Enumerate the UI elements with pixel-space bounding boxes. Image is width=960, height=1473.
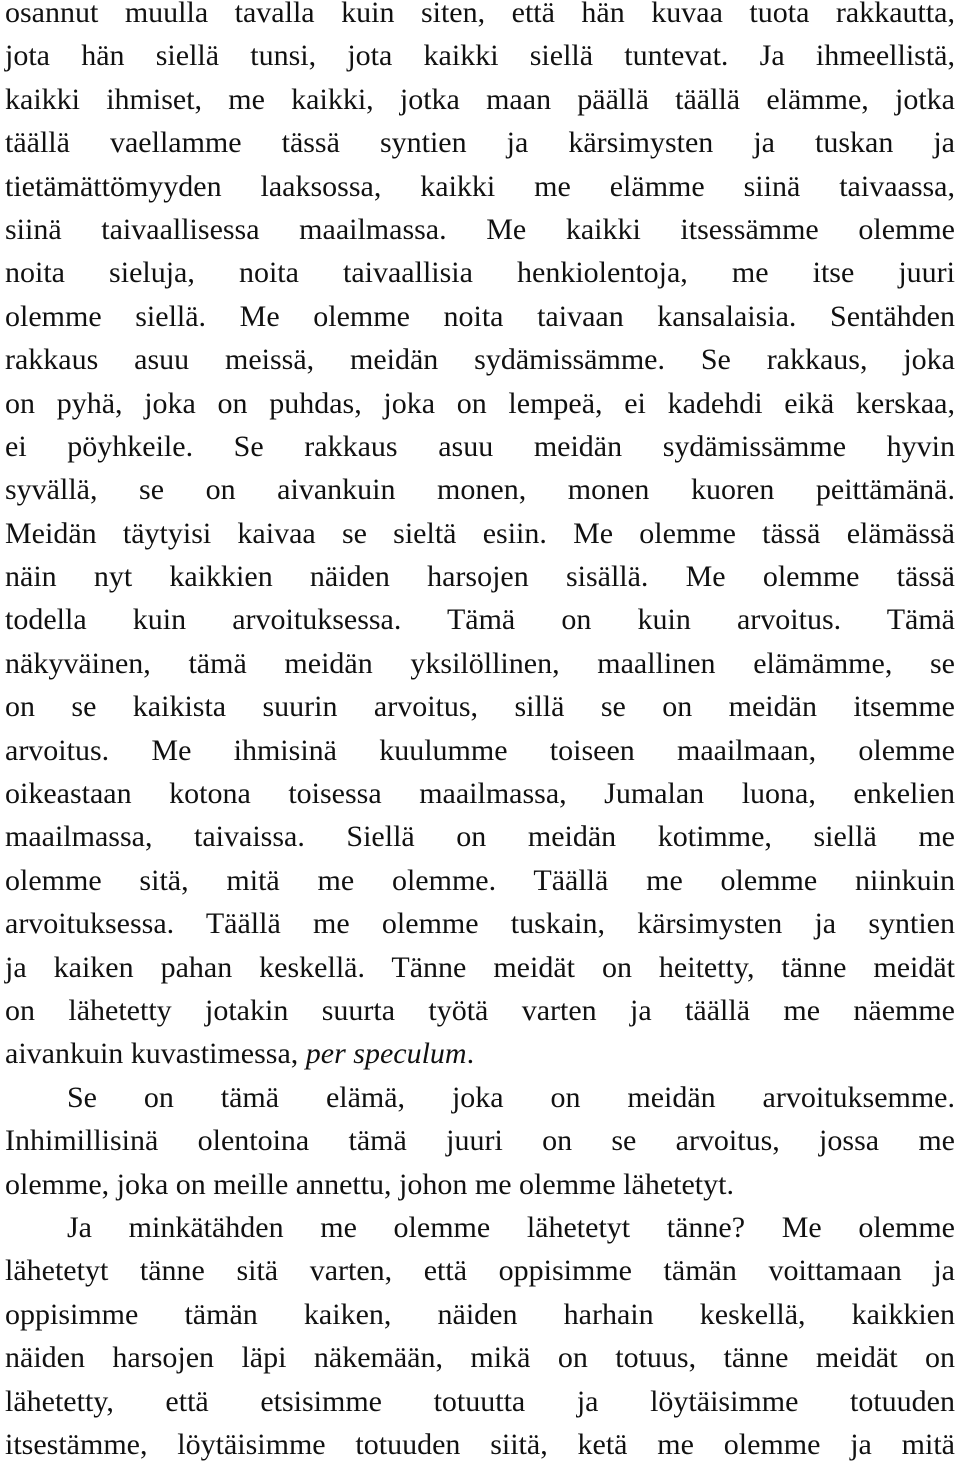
text-line: todella kuin arvoituksessa. Tämä on kuin arvoitus. Tämä xyxy=(5,603,955,637)
text-line: rakkaus asuu meissä, meidän sydämissämme. Se rakkaus, joka xyxy=(5,343,955,377)
text-line: arvoitus. Me ihmisinä kuulumme toiseen maailmaan, olemme xyxy=(5,733,955,767)
text-line: täällä vaellamme tässä syntien ja kärsimysten ja tuskan ja xyxy=(5,126,955,160)
text-line: on lähetetty jotakin suurta työtä varten ja täällä me näemme xyxy=(5,993,955,1027)
text-line: noita sieluja, noita taivaallisia henkiolentoja, me itse juuri xyxy=(5,256,955,290)
text-line: näin nyt kaikkien näiden harsojen sisällä. Me olemme tässä xyxy=(5,560,955,594)
text-line-last xyxy=(5,1032,955,1075)
text-line: siinä taivaallisessa maailmassa. Me kaikki itsessämme olemme xyxy=(5,212,955,246)
text-line: osannut muulla tavalla kuin siten, että hän kuvaa tuota rakkautta, xyxy=(5,0,955,29)
paragraph-2 xyxy=(5,1076,955,1206)
text-fragment: aivankuin kuvastimessa, xyxy=(5,1037,306,1071)
text-line-last: olemme, joka on meille annettu, johon me olemme lähetetyt. xyxy=(5,1167,734,1201)
text-line: lähetetyt tänne sitä varten, että oppisimme tämän voittamaan ja xyxy=(5,1254,955,1288)
text-line: näkyväinen, tämä meidän yksilöllinen, maallinen elämämme, se xyxy=(5,646,955,680)
paragraph-1 xyxy=(5,0,955,1076)
text-line: itsestämme, löytäisimme totuuden siitä, ketä me olemme ja mitä xyxy=(5,1427,955,1461)
text-line: lähetetty, että etsisimme totuutta ja löytäisimme totuuden xyxy=(5,1384,955,1418)
text-line: arvoituksessa. Täällä me olemme tuskain, kärsimysten ja syntien xyxy=(5,907,955,941)
text-line: kaikki ihmiset, me kaikki, jotka maan päällä täällä elämme, jotka xyxy=(5,82,955,116)
text-line: ei pöyhkeile. Se rakkaus asuu meidän sydämissämme hyvin xyxy=(5,429,955,463)
text-line: maailmassa, taivaissa. Siellä on meidän kotimme, siellä me xyxy=(5,820,955,854)
text-line: on se kaikista suurin arvoitus, sillä se on meidän itsemme xyxy=(5,690,955,724)
text-line: tietämättömyyden laaksossa, kaikki me elämme siinä taivaassa, xyxy=(5,169,955,203)
text-line: ja kaiken pahan keskellä. Tänne meidät on heitetty, tänne meidät xyxy=(5,950,955,984)
text-line: olemme sitä, mitä me olemme. Täällä me olemme niinkuin xyxy=(5,863,955,897)
text-line: on pyhä, joka on puhdas, joka on lempeä, ei kadehdi eikä kerskaa, xyxy=(5,386,955,420)
text-line: näiden harsojen läpi näkemään, mikä on totuus, tänne meidät on xyxy=(5,1341,955,1375)
text-line-first: Ja minkätähden me olemme lähetetyt tänne? Me olemme xyxy=(67,1210,955,1244)
text-line-first: Se on tämä elämä, joka on meidän arvoituksemme. xyxy=(67,1080,955,1114)
text-line: Meidän täytyisi kaivaa se sieltä esiin. Me olemme tässä elämässä xyxy=(5,516,955,550)
text-line: jota hän siellä tunsi, jota kaikki siellä tuntevat. Ja ihmeellistä, xyxy=(5,39,955,73)
text-line: syvällä, se on aivankuin monen, monen kuoren peittämänä. xyxy=(5,473,955,507)
text-line: olemme siellä. Me olemme noita taivaan kansalaisia. Sentähden xyxy=(5,299,955,333)
italic-latin-phrase: per speculum xyxy=(305,1037,467,1071)
document-page xyxy=(5,0,955,1466)
paragraph-3 xyxy=(5,1206,955,1466)
text-line: Inhimillisinä olentoina tämä juuri on se arvoitus, jossa me xyxy=(5,1124,955,1158)
text-fragment: . xyxy=(466,1037,475,1071)
text-line: oikeastaan kotona toisessa maailmassa, Jumalan luona, enkelien xyxy=(5,777,955,811)
text-line: oppisimme tämän kaiken, näiden harhain keskellä, kaikkien xyxy=(5,1297,955,1331)
